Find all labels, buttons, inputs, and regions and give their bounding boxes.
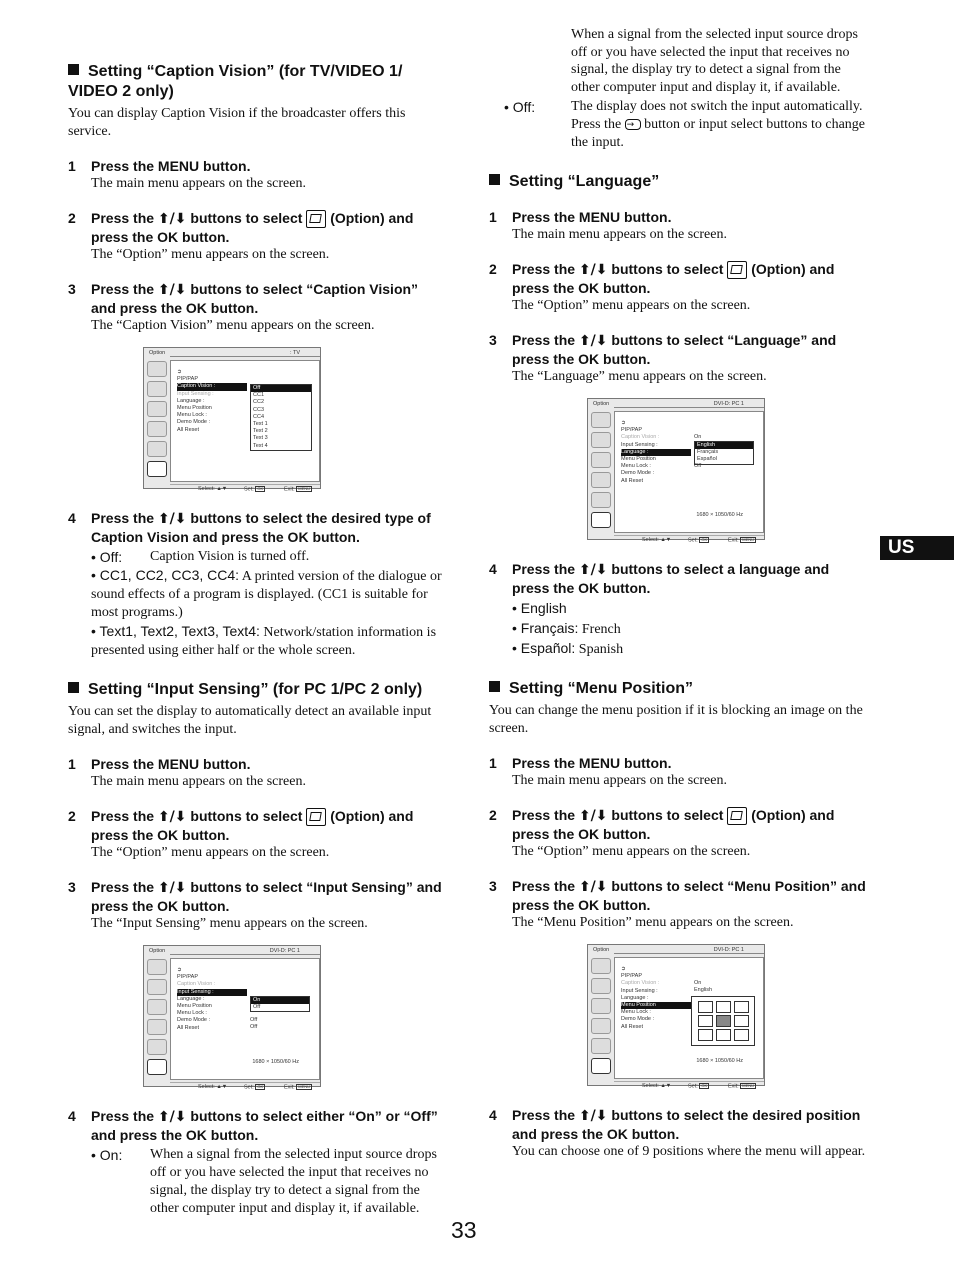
lang-step-2: 2 Press the ⬆/⬇ buttons to select (Option) and press the OK button. The “Option” menu appears on the screen.: [489, 261, 835, 313]
input-sensing-osd: Option DVI-D: PC 1 ➲ PIP/PAP Caption Vision : Input Sensing : Language : Menu Position Menu Lock : Demo Mode : All Reset On Off Off Off 1680 × 1050/60 Hz Select: ▲▼ Set: OK Exit: MENU: [143, 945, 321, 1087]
mp-step-2: 2 Press the ⬆/⬇ buttons to select (Option) and press the OK button. The “Option” menu appears on the screen.: [489, 807, 835, 859]
caption-vision-heading: Setting “Caption Vision” (for TV/VIDEO 1/ VIDEO 2 only): [68, 63, 403, 100]
cv-step-2: 2 Press the ⬆/⬇ buttons to select (Option) and press the OK button. The “Option” menu appears on the screen.: [68, 210, 414, 262]
menu-position-intro: You can change the menu position if it is blocking an image on the screen.: [489, 703, 863, 736]
is-step-1: 1 Press the MENU button. The main menu appears on the screen.: [68, 756, 306, 789]
page-number: 33: [451, 1217, 477, 1243]
input-off-item: • Off: The display does not switch the input automatically. Press the → button or input select buttons to change the input.: [489, 98, 867, 152]
cv-step-3: 3 Press the ⬆/⬇ buttons to select “Caption Vision” and press the OK button. The “Caption Vision” menu appears on the screen.: [68, 281, 419, 333]
up-down-arrows-icon: ⬆/⬇: [578, 333, 608, 349]
menu-position-heading: Setting “Menu Position”: [489, 679, 867, 699]
region-tab: US: [880, 536, 954, 560]
is-step-2: 2 Press the ⬆/⬇ buttons to select (Option) and press the OK button. The “Option” menu appears on the screen.: [68, 808, 414, 860]
up-down-arrows-icon: ⬆/⬇: [578, 562, 608, 578]
is-step-3: 3 Press the ⬆/⬇ buttons to select “Input Sensing” and press the OK button. The “Input Sensing” menu appears on the screen.: [68, 879, 442, 931]
menu-position-osd: Option DVI-D: PC 1 ➲ PIP/PAP Caption Vision : Input Sensing : Language : Menu Position Menu Lock : Demo Mode : All Reset On English 1680 × 1050/60 Hz Select: ▲▼ Set: OK Exit: MENU: [587, 944, 765, 1086]
caption-vision-intro: You can display Caption Vision if the broadcaster offers this service.: [68, 106, 406, 139]
language-heading: Setting “Language”: [489, 172, 867, 192]
up-down-arrows-icon: ⬆/⬇: [157, 1109, 187, 1125]
input-on-continued: When a signal from the selected input source drops off or you have selected the input that receives no signal, the display try to detect a signal from the other computer input and display it, if available.: [571, 27, 858, 95]
option-icon: [306, 808, 326, 826]
up-down-arrows-icon: ⬆/⬇: [157, 511, 187, 527]
up-down-arrows-icon: ⬆/⬇: [157, 880, 187, 896]
lang-step-1: 1 Press the MENU button. The main menu appears on the screen.: [489, 209, 727, 242]
input-sensing-heading: Setting “Input Sensing” (for PC 1/PC 2 only): [68, 680, 446, 700]
option-icon: [727, 807, 747, 825]
mp-step-1: 1 Press the MENU button. The main menu appears on the screen.: [489, 755, 727, 788]
cv-step-4: 4 Press the ⬆/⬇ buttons to select the desired type of Caption Vision and press the OK button. • Off: Caption Vision is turned off. • CC1, CC2, CC3, CC4: A printed version of the dialogue or sound effects of a program is displayed. (CC1 is suitable for most programs.) • Text1, Text2, Text3, Text4: Network/station information is presented using either half or the whole screen.: [68, 510, 442, 658]
left-column: [68, 62, 446, 1216]
up-down-arrows-icon: ⬆/⬇: [157, 282, 187, 298]
up-down-arrows-icon: ⬆/⬇: [578, 879, 608, 895]
mp-step-4: 4 Press the ⬆/⬇ buttons to select the desired position and press the OK button. You can choose one of 9 positions where the menu will appear.: [489, 1107, 866, 1159]
option-icon: [727, 261, 747, 279]
is-step-4: 4 Press the ⬆/⬇ buttons to select either “On” or “Off” and press the OK button. • On: When a signal from the selected input source drops off or you have selected the input that receives no signal, the display try to detect a signal from the other computer input and display it, if available.: [68, 1108, 438, 1216]
up-down-arrows-icon: ⬆/⬇: [578, 262, 608, 278]
option-icon: [306, 210, 326, 228]
up-down-arrows-icon: ⬆/⬇: [578, 808, 608, 824]
lang-step-4: 4 Press the ⬆/⬇ buttons to select a language and press the OK button. • English • Français: French • Español: Spanish: [489, 561, 830, 657]
caption-vision-osd: Option : TV ➲ PIP/PAP Caption Vision : Input Sensing : Language : Menu Position Menu Lock : Demo Mode : All Reset Off CC1 CC2 CC3 CC4 Text 1 Text 2 Text 3 Text 4 Select: ▲▼ Set: OK Exit: MENU: [143, 347, 321, 489]
up-down-arrows-icon: ⬆/⬇: [157, 809, 187, 825]
language-osd: Option DVI-D: PC 1 ➲ PIP/PAP Caption Vision : Input Sensing : Language : Menu Position Menu Lock : Demo Mode : All Reset On English Français Español Off 1680 × 1050/60 Hz Select: ▲▼ Set: OK Exit: MENU: [587, 398, 765, 540]
right-column: [489, 27, 867, 1161]
up-down-arrows-icon: ⬆/⬇: [157, 211, 187, 227]
up-down-arrows-icon: ⬆/⬇: [578, 1108, 608, 1124]
cv-step-1: 1 Press the MENU button. The main menu appears on the screen.: [68, 158, 306, 191]
input-sensing-intro: You can set the display to automatically detect an available input signal, and switches the input.: [68, 704, 432, 737]
input-button-icon: [625, 119, 641, 130]
mp-step-3: 3 Press the ⬆/⬇ buttons to select “Menu Position” and press the OK button. The “Menu Position” menu appears on the screen.: [489, 878, 866, 930]
lang-step-3: 3 Press the ⬆/⬇ buttons to select “Language” and press the OK button. The “Language” menu appears on the screen.: [489, 332, 837, 384]
